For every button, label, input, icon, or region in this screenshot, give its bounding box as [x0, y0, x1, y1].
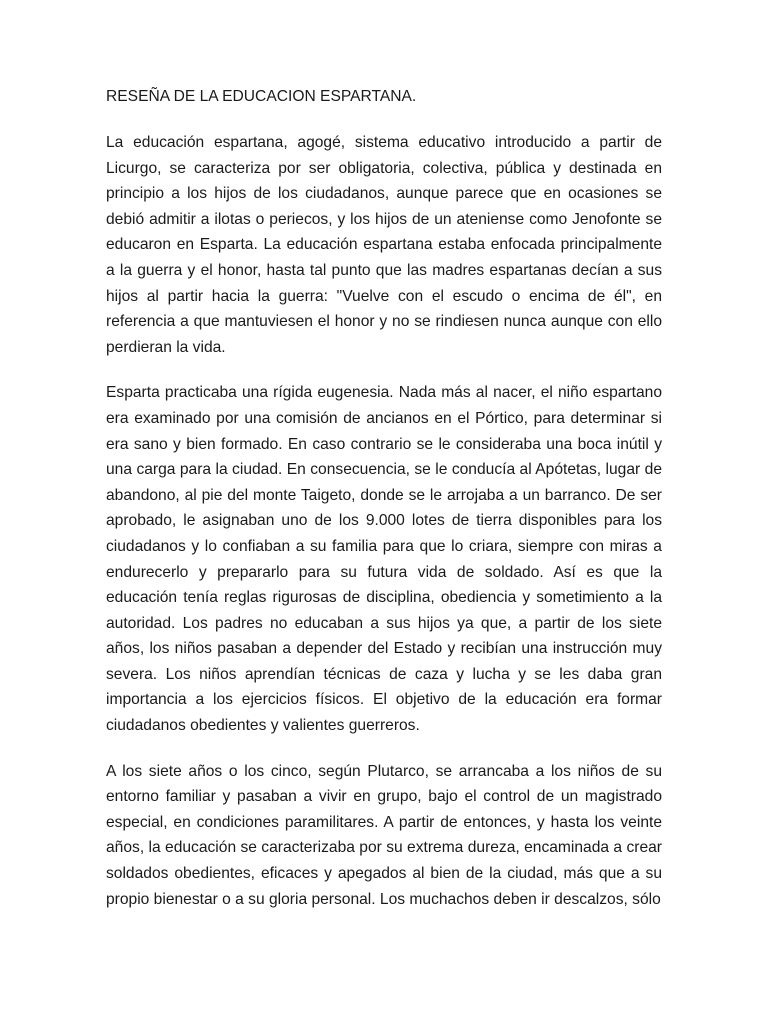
document-title: RESEÑA DE LA EDUCACION ESPARTANA. [106, 88, 417, 105]
paragraph-2: Esparta practicaba una rígida eugenesia. Nada más al nacer, el niño espartano era examinado por una comisión de ancianos en el Pórtico, para determinar si era sano y bien formado. En caso contrario se le consideraba una boca inútil y una carga para la ciudad. En consecuencia, se le conducía al Apótetas, lugar de abandono, al pie del monte Taigeto, donde se le arrojaba a un barranco. De ser aprobado, le asignaban uno de los 9.000 lotes de tierra disponibles para los ciudadanos y lo confiaban a su familia para que lo criara, siempre con miras a endurecerlo y prepararlo para su futura vida de soldado. Así es que la educación tenía reglas rigurosas de disciplina, obediencia y sometimiento a la autoridad. Los padres no educaban a sus hijos ya que, a partir de los siete años, los niños pasaban a depender del Estado y recibían una instrucción muy severa. Los niños aprendían técnicas de caza y lucha y se les daba gran importancia a los ejercicios físicos. El objetivo de la educación era formar ciudadanos obedientes y valientes guerreros. [106, 384, 662, 735]
paragraph-1: La educación espartana, agogé, sistema educativo introducido a partir de Licurgo, se caracteriza por ser obligatoria, colectiva, pública y destinada en principio a los hijos de los ciudadanos, aunque parece que en ocasiones se debió admitir a ilotas o periecos, y los hijos de un ateniense como Jenofonte se educaron en Esparta. La educación espartana estaba enfocada principalmente a la guerra y el honor, hasta tal punto que las madres espartanas decían a sus hijos al partir hacia la guerra: "Vuelve con el escudo o encima de él", en referencia a que mantuviesen el honor y no se rindiesen nunca aunque con ello perdieran la vida. [106, 134, 662, 356]
document-page [106, 84, 662, 932]
paragraph-3: A los siete años o los cinco, según Plutarco, se arrancaba a los niños de su entorno familiar y pasaban a vivir en grupo, bajo el control de un magistrado especial, en condiciones paramilitares. A partir de entonces, y hasta los veinte años, la educación se caracterizaba por su extrema dureza, encaminada a crear soldados obedientes, eficaces y apegados al bien de la ciudad, más que a su propio bienestar o a su gloria personal. Los muchachos deben ir descalzos, sólo [106, 762, 662, 908]
